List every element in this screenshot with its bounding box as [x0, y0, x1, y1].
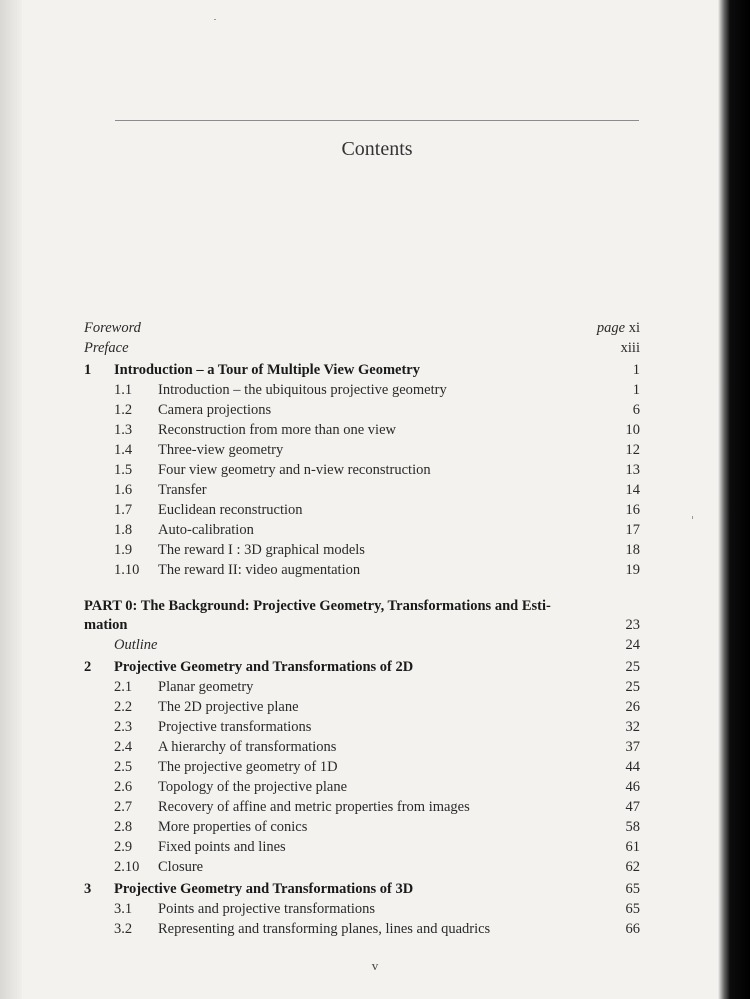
section-title: Closure: [158, 859, 204, 875]
toc-chapter-3[interactable]: [84, 879, 640, 899]
entry-page: 14: [625, 482, 640, 498]
section-title: The reward I : 3D graphical models: [158, 542, 365, 558]
entry-page: 37: [625, 739, 640, 755]
section-title: Representing and transforming planes, lines and quadrics: [158, 921, 491, 937]
toc-section[interactable]: [84, 400, 640, 420]
toc-section[interactable]: [84, 857, 640, 877]
scan-speck: [692, 516, 693, 519]
section-title: Four view geometry and n-view reconstruction: [158, 462, 431, 478]
section-title: Camera projections: [158, 402, 272, 418]
toc-section[interactable]: [84, 797, 640, 817]
entry-page: 46: [625, 779, 640, 795]
toc-section[interactable]: [84, 440, 640, 460]
entry-page: 62: [625, 859, 640, 875]
section-number: 2.1: [114, 679, 133, 695]
section-title: A hierarchy of transformations: [158, 739, 337, 755]
part-title-line-2: mation: [84, 617, 128, 633]
entry-page: 24: [625, 637, 640, 653]
entry-page: 23: [625, 617, 640, 633]
entry-page: 1: [632, 382, 640, 398]
section-number: 2.3: [114, 719, 133, 735]
section-number: 3.2: [114, 921, 133, 937]
toc-entry-outline[interactable]: [84, 635, 640, 655]
toc-section[interactable]: [84, 520, 640, 540]
toc-section[interactable]: [84, 777, 640, 797]
entry-page: 25: [625, 679, 640, 695]
toc-section[interactable]: [84, 420, 640, 440]
entry-page: xiii: [620, 340, 640, 356]
toc-section[interactable]: [84, 919, 640, 939]
entry-page: 61: [625, 839, 640, 855]
toc-section[interactable]: [84, 460, 640, 480]
section-title: The 2D projective plane: [158, 699, 299, 715]
chapter-title: Introduction – a Tour of Multiple View Geometry: [114, 362, 420, 378]
section-number: 1.3: [114, 422, 133, 438]
section-title: Transfer: [158, 482, 207, 498]
page-folio: v: [371, 958, 379, 973]
section-title: Topology of the projective plane: [158, 779, 348, 795]
section-number: 1.10: [114, 562, 140, 578]
toc-chapter-1[interactable]: [84, 360, 640, 380]
section-title: Fixed points and lines: [158, 839, 286, 855]
toc-section[interactable]: [84, 837, 640, 857]
toc-section[interactable]: [84, 737, 640, 757]
section-title: Points and projective transformations: [158, 901, 376, 917]
entry-page: 19: [625, 562, 640, 578]
section-number: 2.9: [114, 839, 133, 855]
chapter-number: 3: [84, 881, 92, 897]
section-title: More properties of conics: [158, 819, 308, 835]
toc-part-0[interactable]: [84, 596, 640, 616]
section-number: 1.6: [114, 482, 133, 498]
book-binding-shadow: [718, 0, 750, 999]
section-title: The projective geometry of 1D: [158, 759, 338, 775]
entry-page: 1: [632, 362, 640, 378]
section-title: Three-view geometry: [158, 442, 284, 458]
toc-section[interactable]: [84, 717, 640, 737]
entry-page: 18: [625, 542, 640, 558]
entry-page: 65: [625, 881, 640, 897]
section-number: 1.8: [114, 522, 133, 538]
section-number: 1.1: [114, 382, 133, 398]
section-number: 2.2: [114, 699, 133, 715]
toc-entry-preface[interactable]: [84, 338, 640, 358]
section-number: 2.5: [114, 759, 133, 775]
toc-section[interactable]: [84, 899, 640, 919]
toc-entry-foreword[interactable]: [84, 318, 640, 338]
section-number: 1.5: [114, 462, 133, 478]
section-number: 2.10: [114, 859, 140, 875]
section-title: Reconstruction from more than one view: [158, 422, 396, 438]
chapter-title: Projective Geometry and Transformations of 3D: [114, 881, 414, 897]
entry-page: 47: [625, 799, 640, 815]
toc-section[interactable]: [84, 757, 640, 777]
page-title: Contents: [341, 138, 413, 160]
section-title: Euclidean reconstruction: [158, 502, 303, 518]
section-number: 1.9: [114, 542, 133, 558]
chapter-number: 2: [84, 659, 92, 675]
entry-page: page xi: [596, 320, 640, 336]
entry-page: 10: [625, 422, 640, 438]
entry-page: 58: [625, 819, 640, 835]
entry-page: 17: [625, 522, 640, 538]
toc-section[interactable]: [84, 817, 640, 837]
toc-part-0-continued[interactable]: [84, 615, 640, 635]
section-number: 1.4: [114, 442, 133, 458]
chapter-title: Projective Geometry and Transformations of 2D: [114, 659, 414, 675]
toc-section[interactable]: [84, 540, 640, 560]
entry-title: Preface: [84, 340, 129, 356]
section-title: The reward II: video augmentation: [158, 562, 361, 578]
entry-title: Foreword: [84, 320, 141, 336]
entry-page: 44: [625, 759, 640, 775]
section-number: 2.6: [114, 779, 133, 795]
header-rule: [115, 120, 639, 121]
section-title: Projective transformations: [158, 719, 312, 735]
entry-page: 12: [625, 442, 640, 458]
part-title-line-1: PART 0: The Background: Projective Geometry, Transformations and Esti-: [84, 598, 551, 614]
section-title: Planar geometry: [158, 679, 254, 695]
entry-page: 26: [625, 699, 640, 715]
section-title: Auto-calibration: [158, 522, 254, 538]
page-left-edge: [0, 0, 22, 999]
section-number: 2.7: [114, 799, 133, 815]
entry-page: 13: [625, 462, 640, 478]
toc-chapter-2[interactable]: [84, 657, 640, 677]
section-number: 1.2: [114, 402, 133, 418]
entry-page: 25: [625, 659, 640, 675]
toc-section[interactable]: [84, 677, 640, 697]
section-title: Recovery of affine and metric properties from images: [158, 799, 470, 815]
entry-page: 65: [625, 901, 640, 917]
toc-section[interactable]: [84, 560, 640, 580]
toc-section[interactable]: [84, 697, 640, 717]
section-number: 1.7: [114, 502, 133, 518]
section-number: 2.8: [114, 819, 133, 835]
toc-section[interactable]: [84, 380, 640, 400]
entry-page: 16: [625, 502, 640, 518]
toc-section[interactable]: [84, 480, 640, 500]
toc-section[interactable]: [84, 500, 640, 520]
scan-speck: [214, 19, 216, 20]
chapter-number: 1: [84, 362, 92, 378]
entry-page: 66: [625, 921, 640, 937]
entry-title: Outline: [114, 637, 158, 653]
entry-page: 32: [625, 719, 640, 735]
entry-page: 6: [632, 402, 640, 418]
section-title: Introduction – the ubiquitous projective geometry: [158, 382, 447, 398]
section-number: 3.1: [114, 901, 133, 917]
section-number: 2.4: [114, 739, 133, 755]
